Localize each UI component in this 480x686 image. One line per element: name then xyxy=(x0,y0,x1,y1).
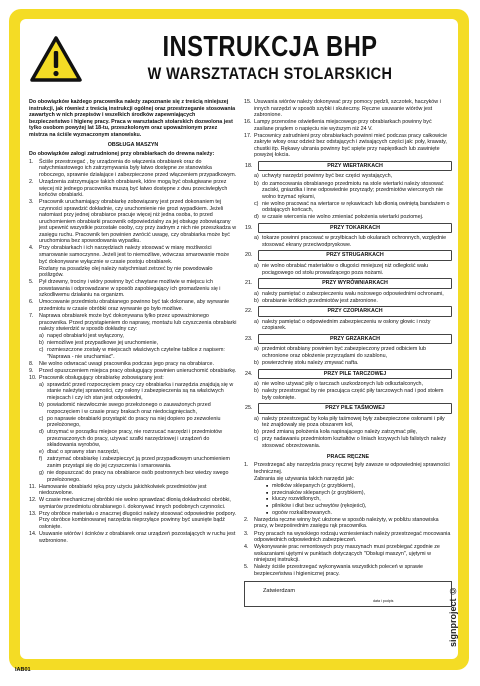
sub-item-text: nie wolno obrabiać materiałów o długości mniejszej niż odległość wału pociągowego od stołu prowadzącego poza nożami. xyxy=(262,262,429,276)
list-item-text: Pracownicy zatrudnieni przy obrabiarkach powinni mieć podczas pracy całkowicie zakryte włosy oraz odzież bez odstających i zwisających części jak: poły, krawaty, chustki itp. Rękawy ubrania powinny być spięte przy napięstkach lub zawinięte powyżej łokcia. xyxy=(254,132,448,159)
list-item-number: 2. xyxy=(244,516,249,523)
bullet-icon: ■ xyxy=(266,490,269,495)
sub-item-number: a) xyxy=(254,381,259,388)
section-box-wyrowniarki xyxy=(245,278,452,289)
list-item xyxy=(29,361,237,368)
list-item-number xyxy=(29,266,39,279)
list-item-number: 13. xyxy=(29,510,37,517)
section-number: 18. xyxy=(245,162,253,169)
sub-item-text: sprawdzić przed rozpoczęciem pracy czy obrabiarka i narzędzia znajdują się w stanie należytej sprawności, czy osłony i zabezpieczenia są na właściwych miejscach i czy ich stan jest odpowiedni, xyxy=(47,381,234,402)
list-item xyxy=(29,179,237,199)
list-item-text: Hamowanie obrabiarki ręką przy użyciu jakichkolwiek przedmiotów jest niedozwolone. xyxy=(39,483,207,497)
list-item xyxy=(29,245,237,265)
section-list-wiertarki xyxy=(244,173,452,220)
forbidden-tool xyxy=(266,496,452,503)
forbidden-tool-text: przecinaków sklepanych (z grzybkiem), xyxy=(272,489,365,496)
title-line-2: W WARSZTATACH STOLARSKICH xyxy=(147,64,393,83)
sub-item-text: należy przestrzegać by nie pracująca część piły tarczowych nad i pod stołem były osłonięte. xyxy=(262,388,444,401)
sub-item xyxy=(39,347,237,360)
sub-item-text: niemożliwe jest przypadkowe jej uruchomienie, xyxy=(47,340,159,347)
sub-item-number: c) xyxy=(39,415,44,422)
bullet-icon: ■ xyxy=(266,504,269,509)
list-item-text: Naprawa obrabiarek może być dokonywana tylko przez upoważnionego pracownika. Przed przystąpieniem do naprawy, montażu lub czyszczenia obrabiarki należy stwierdzić w sposób dokładny czy: xyxy=(39,312,237,333)
sign-frame xyxy=(9,9,469,673)
sub-item-number: b) xyxy=(254,297,259,304)
list-item-text: W czasie mechanicznej obróbki nie wolno sprawdzać dłonią dokładności obróbki, wymiarów przedmiotu obrabianego i. dokonywać innych podobnych czynności. xyxy=(39,497,231,510)
list-item-number: 11. xyxy=(29,483,37,490)
list-item xyxy=(244,133,452,159)
sub-item-text: nie wolno używać piły o tarczach uszkodzonych lub odkształconych, xyxy=(262,381,423,388)
item7-sublist xyxy=(29,333,237,360)
list-item-text: Usuwania wiórów należy dokonywać przy pomocy pędzli, szczotek, haczyków i innych narzędzi w sposób szybki i skuteczny. Ręczne usuwanie wiórów jest zabronione. xyxy=(254,99,441,119)
sub-item-number: a) xyxy=(254,290,259,297)
section-number: 23. xyxy=(245,335,253,342)
list-item-text: Przed opuszczeniem miejsca pracy obsługujący powinien unieruchomić obrabiarkę. xyxy=(39,367,237,374)
list-item xyxy=(244,99,452,119)
section-box-wiertarki xyxy=(245,161,452,172)
list-item-number: 14. xyxy=(29,530,37,537)
left-column xyxy=(29,99,237,545)
sub-item xyxy=(254,319,452,332)
list-item-number: 16. xyxy=(244,119,252,126)
brand-mark: signproject © xyxy=(448,585,458,647)
forbidden-tool-text: kluczy rozwidlonych, xyxy=(272,496,321,503)
sub-item xyxy=(254,201,452,214)
machine-sections xyxy=(244,161,452,450)
section-title: PRZY STRUGARKACH xyxy=(326,252,384,259)
sub-item-text: przedmiot obrabiany powinien być zabezpieczony przed odbiciem lub ochronione oraz obłożenie przyrządami do szablonu, xyxy=(262,346,426,359)
section-box-tokarki xyxy=(245,223,452,234)
sub-item xyxy=(254,235,452,248)
sub-item-text: napęd obrabiarki jest wyłączony, xyxy=(47,333,124,340)
forbidden-tool xyxy=(266,510,452,517)
sub-item-text: należy przestrzegać by koła piły taśmowej były zabezpieczone osłonami i piły też znajdowały się poza obszarem koł, xyxy=(262,415,445,429)
list-item-number: 15. xyxy=(244,99,252,105)
section-number: 19. xyxy=(245,224,253,231)
list-item-number: 6. xyxy=(29,299,34,306)
warning-triangle-icon xyxy=(29,35,83,83)
document-title xyxy=(92,31,448,85)
list-item-number: 4. xyxy=(29,245,34,252)
forbidden-tool xyxy=(266,503,452,510)
list-item-text: Narzędzia ręczne winny być ułożone w sposób należyty, w pobliżu stanowiska pracy, w bezpośrednim zasięgu rąk pracownika. xyxy=(254,516,439,530)
sub-item-number: c) xyxy=(39,347,44,354)
list-item-number: 10. xyxy=(29,374,37,381)
sub-item xyxy=(39,470,237,483)
sub-item-number: d) xyxy=(254,214,259,221)
sub-item-number: a) xyxy=(254,235,259,242)
sub-item-number: b) xyxy=(254,388,259,395)
list-item xyxy=(29,368,237,375)
machines-list-cont xyxy=(29,361,237,382)
forbidden-tool-text: młotków sklepanych (z grzybkiem), xyxy=(272,482,355,489)
sub-item xyxy=(254,388,452,401)
sub-item-number: d) xyxy=(39,429,44,436)
list-item xyxy=(244,476,452,483)
item10-sublist xyxy=(29,382,237,483)
list-item-text: Pracownik uruchamiający obrabiarkę zobowiązany jest przed dokonaniem tej czynności sprawdzić dokładnie, czy uruchomienie nie grozi wypadkiem. Jeżeli natomiast przy jednej obrabiarce pracuje więcej niż jedna osoba, to przed uruchomieniem obrabiarki pracownik odpowiedzialny za jej obsługę zobowiązany jest upewnić wszystkie pozostałe osoby, czy przy żadnym z nich nie przeszkadza w zasięgu ruchu. Pracownik ten powinien zwrócić uwagę, czy obrabiarka może być uruchomiona bez spowodowania wypadku. xyxy=(39,199,237,245)
machines-intro: Do obowiązków załogi zatrudnionej przy obrabiarkach do drewna należy: xyxy=(29,150,215,157)
title-line-1: INSTRUKCJA BHP xyxy=(162,31,378,63)
list-item-text: Przy obrabiarkach i ich narzędziach należy stosować w miarę możliwości smarowanie samoczynne. Jeżeli jest to niemożliwe, wówczas smarowanie może być dokonywane wyłącznie w czasie postoju obrabiarek. xyxy=(39,245,230,265)
section-box-tarczowa xyxy=(245,369,452,380)
list-item xyxy=(29,279,237,299)
approval-label: Zatwierdzam xyxy=(263,588,296,595)
sub-item-number: a) xyxy=(39,381,44,388)
sub-item-number: f) xyxy=(39,456,43,463)
sub-item-text: nie dopuszczać do pracy na obrabiarce osób postronnych bez wiedzy swego przełożonego. xyxy=(47,470,229,483)
sign-panel xyxy=(20,19,458,659)
list-item-text: Przy pracach na wysokiego rodzaju wzniesieniach należy przestrzegać mocowania odpowiednich odpowiednich zabezpieczeń. xyxy=(254,530,451,544)
section-title: PRZY TOKARKACH xyxy=(330,224,380,231)
list-item-text: Pył drzewny, trociny i wióry powinny być chwytane możliwie w miejscu ich powstawania i odprowadzane w sposób zapobiegający ich gromadzeniu się i szkodliwemu działaniu na organizm. xyxy=(39,279,221,299)
manual-list xyxy=(244,462,452,482)
section-number: 21. xyxy=(245,280,253,287)
sub-item-number: g) xyxy=(39,470,44,477)
list-item xyxy=(29,159,237,179)
sub-item-text: nie wolno pracować na wiertarce w rękawicach lub dłonią owiniętą bandażem o odstających końcach, xyxy=(262,200,450,214)
sub-item-number: a) xyxy=(254,262,259,269)
list-item xyxy=(29,497,237,510)
sub-item-text: powierzchnię stołu należy zmywać nafta. xyxy=(262,360,359,366)
sub-item-text: należy pamiętać o zabezpieczeniu wału nożowego odpowiednimi ochronami, xyxy=(262,290,444,297)
sub-item xyxy=(254,181,452,201)
forbidden-tools-list xyxy=(244,483,452,517)
sub-item xyxy=(39,456,237,469)
sub-item-number: a) xyxy=(254,173,259,180)
list-item-text: Umocowanie przedmiotu obrabianego powinno być tak dokonane, aby wyrwanie przedmiotu w czasie obróbki oraz wyrwanie go było możliwe. xyxy=(39,299,230,312)
sub-item-number: a) xyxy=(254,415,259,422)
sub-item-number: b) xyxy=(39,402,44,409)
list-item xyxy=(29,266,237,279)
right-column xyxy=(244,99,452,607)
list-item xyxy=(244,564,452,577)
sub-item-number: b) xyxy=(254,360,259,366)
section-title: PRZY WYRÓWNIARKACH xyxy=(322,280,388,287)
sub-item-text: w czasie wiercenia nie wolno zmieniać położenia wiertarki poziomej. xyxy=(262,214,424,221)
bullet-icon: ■ xyxy=(266,483,269,488)
machines-list xyxy=(29,159,237,333)
sub-item-text: dbać o sprawny stan narzędzi, xyxy=(47,449,120,456)
forbidden-tool-text: ogoów rozkalibrowanych. xyxy=(272,510,332,517)
list-item xyxy=(244,544,452,564)
sub-item xyxy=(254,298,452,305)
section-list-grzarki xyxy=(244,346,452,366)
manual-list-cont xyxy=(244,517,452,577)
list-item xyxy=(244,531,452,544)
sub-item-text: utrzymać w porządku miejsce pracy, nie rozrzucać narzędzi i przedmiotów przeznaczonych do pracy, używać szafki narzędziowej i urządzeń do składowania wyrobów, xyxy=(47,429,223,449)
section-heading-manual: PRACE RĘCZNE xyxy=(326,453,370,460)
section-list-tokarki xyxy=(244,235,452,248)
list-item-text: Rozlany na posadzkę olej należy natychmiast zetrzeć by nie powodowało poślizgów. xyxy=(39,265,213,279)
section-box-grzarki xyxy=(245,334,452,345)
sub-item xyxy=(254,263,452,276)
forbidden-tool-text: pilników i dłut bez uchwytów (rękojeści), xyxy=(272,503,367,510)
list-item-number: 4. xyxy=(244,544,249,551)
section-list-tarczowa xyxy=(244,381,452,401)
section-number: 25. xyxy=(245,405,253,412)
list-item-text: Urządzenia zatrzymujące takich obrabiarek, które mogą być obsługiwane przez więcej niż jednego pracownika muszą być łatwo dostępne z dwu przeciwległych końców obrabiarki. xyxy=(39,179,228,199)
sub-item-text: przed zmianą położenia koła napinającego należy zatrzymać piłę, xyxy=(262,429,418,436)
list-item-text: Zabrania się używania takich narzędzi jak: xyxy=(254,475,355,482)
sub-item xyxy=(39,429,237,449)
list-item xyxy=(29,299,237,312)
list-item-text: Należy ściśle przestrzegać wykonywania wszystkich poleceń w sprawie bezpieczeństwa i higienicznej pracy. xyxy=(254,564,423,577)
list-item xyxy=(29,484,237,497)
sub-item xyxy=(254,360,452,367)
section-list-tasmowa xyxy=(244,416,452,450)
list-item-text: Nie wolno odwracać uwagi pracownika podczas jego pracy na obrabiarce. xyxy=(39,360,214,367)
sub-item-text: rozmieszczone zostały w miejscach właściwych czytelne tablice z napisem: "Naprawa - nie uruchamiać". xyxy=(47,347,225,360)
sub-item xyxy=(254,291,452,298)
section-number: 20. xyxy=(245,252,253,259)
sub-item xyxy=(39,416,237,429)
list-item-text: Lampy przenośne oświetlenia miejscowego przy obrabiarkach powinny być zasilane prądem o napięciu nie wyższym niż 24 V. xyxy=(254,119,432,132)
sub-item-number: a) xyxy=(254,318,259,325)
sub-item xyxy=(254,416,452,429)
list-item-text: Przestrzegać aby narzędzia pracy ręcznej były zawsze w odpowiedniej sprawności technicznej. xyxy=(254,462,450,475)
sub-item-number: a) xyxy=(39,333,44,340)
sub-item-text: uchwyty narzędzi powinny być bez części wystających, xyxy=(262,173,393,180)
list-item-number: 1. xyxy=(29,158,34,165)
section-box-tasmowa xyxy=(245,403,452,414)
sub-item-number: a) xyxy=(254,346,259,353)
sub-item-number: b) xyxy=(254,429,259,436)
sub-item-text: zatrzymać obrabiarkę i zabezpieczyć ją przed przypadkowym uruchomieniem zanim przystąpi się do jej czyszczenia i smarowania. xyxy=(47,456,230,469)
sub-item-number: b) xyxy=(39,340,44,347)
list-item-number: 9. xyxy=(29,367,34,374)
product-code: IAB01 xyxy=(15,667,31,673)
machines-list-cont2 xyxy=(29,484,237,544)
list-item-text: Usuwanie wiórów i ścinków z obrabiarek oraz urządzeń pozostających w ruchu jest wzbronione. xyxy=(39,530,236,544)
sub-item xyxy=(254,436,452,449)
list-item xyxy=(244,462,452,475)
sub-item-number: b) xyxy=(254,180,259,187)
section-list-czopiarki xyxy=(244,319,452,332)
sub-item-text: powiadomić niezwłocznie swego przełożonego o zauważonych przed rozpoczęciem i w czasie pracy brakach oraz niedociągnięciach, xyxy=(47,402,211,415)
list-item xyxy=(29,375,237,382)
list-item-number: 3. xyxy=(244,530,249,537)
sub-item-number: e) xyxy=(39,449,44,456)
forbidden-tool xyxy=(266,483,452,490)
list-item xyxy=(244,517,452,530)
sub-item-text: po naprawie obrabiarki przystąpić do pracy na niej dopiero po zezwoleniu przełożonego, xyxy=(47,415,221,429)
sub-item-text: do zamocowania obrabianego przedmiotu na stole wiertarki należy stosować zaciski, gniazdka i inne odpowiednie przyrządy; przedmiotów wierconych nie wolno trzymać rękami, xyxy=(262,180,444,200)
section-heading-machines: OBSŁUGA MASZYN xyxy=(107,142,159,149)
sub-item xyxy=(254,214,452,221)
sub-item xyxy=(39,382,237,402)
list-item-number: 1. xyxy=(244,462,249,469)
sub-item xyxy=(39,333,237,340)
sub-item xyxy=(254,173,452,180)
list-item-number: 2. xyxy=(29,179,34,186)
list-item xyxy=(29,531,237,544)
section-title: PRZY WIERTARKACH xyxy=(327,162,383,169)
section-title: PRZY PILE TAŚMOWEJ xyxy=(325,405,385,412)
list-item-number: 8. xyxy=(29,360,34,367)
bullet-icon: ■ xyxy=(266,497,269,502)
section-box-czopiarki xyxy=(245,306,452,317)
sub-item xyxy=(39,340,237,347)
list-item-number: 7. xyxy=(29,312,34,319)
intro-paragraph: Do obowiązków każdego pracownika należy zapoznanie się z treścią niniejszej instrukcji, jak również z treścią instrukcji ogólnej oraz przestrzeganie stosowania zawartych w nich przepisów i wszelkich środków zapewniających bezpieczeństwo i higienę pracy. Praca w warsztatach stolarskich dozwolona jest tylko osobom powyżej lat 18-tu, przeszkolonym oraz upoważnionym przez mistrza na ściśle wyznaczonym stanowisku. xyxy=(29,99,236,138)
section-list-strugarki xyxy=(244,263,452,276)
sub-item-text: tokarze powinni pracować w przyłbicach lub okularach ochronnych, względnie stosować ekrany przeciwodpryskowe. xyxy=(262,235,447,248)
list-item-text: Ściśle przestrzegać , by urządzenia do włączenia obrabiarek oraz do natychmiastowego ich zatrzymywania były łatwo dostępne ze stanowiska roboczego, sprawnie działające i zabezpieczone przed włączeniem przypadkowym. xyxy=(39,158,237,178)
sub-item xyxy=(254,429,452,436)
list-item-number: 5. xyxy=(29,279,34,286)
sub-item xyxy=(39,449,237,456)
list-item xyxy=(29,511,237,531)
list-item-number: 17. xyxy=(244,132,252,139)
section-title: PRZY PILE TARCZOWEJ xyxy=(323,370,387,377)
list-item xyxy=(244,119,452,132)
approval-box[interactable] xyxy=(244,581,452,607)
list-item-number: 3. xyxy=(29,199,34,206)
sub-item xyxy=(254,346,452,359)
sub-item-text: przy nadawaniu przedmiotom kształtów o liniach krzywych lub falistych należy stosować obrzeżowania. xyxy=(262,436,447,449)
section-list-wyrowniarki xyxy=(244,291,452,305)
machines-list-right xyxy=(244,99,452,159)
section-number: 22. xyxy=(245,308,253,315)
list-item-text: Wykonywanie prac remontowych przy maszynach musi przebiegać zgodnie ze wskazaniami ujętymi w punktach dotyczących "Obsługi maszyn", ujętymi w niniejszej instrukcji. xyxy=(254,544,440,564)
section-title: PRZY CZOPIARKACH xyxy=(327,308,383,315)
sub-item xyxy=(254,381,452,388)
sub-item xyxy=(39,402,237,415)
approval-sublabel: data i podpis xyxy=(373,598,394,603)
sub-item-number: c) xyxy=(254,200,259,207)
list-item-text: Pracownik obsługujący obrabiarkę zobowiązany jest: xyxy=(39,374,164,381)
forbidden-tool xyxy=(266,490,452,497)
section-box-strugarki xyxy=(245,250,452,261)
list-item-number: 12. xyxy=(29,497,37,504)
list-item-text: Przy obróbce materiału o znacznej długości należy stosować odpowiednie podpory. Przy obróbce kombinowanej narzędzia nieprzyłące powinny być usunięte bądź osłonięte. xyxy=(39,510,237,530)
list-item-number xyxy=(244,476,254,483)
bullet-icon: ■ xyxy=(266,511,269,516)
section-title: PRZY GRZARKACH xyxy=(329,335,381,342)
sub-item-text: należy pamiętać o odpowiednim zabezpieczeniu w osłony głowic i noży czopiarek. xyxy=(262,318,431,332)
list-item-number: 5. xyxy=(244,564,249,571)
section-number: 24. xyxy=(245,370,253,377)
sub-item-text: obrabianie krótkich przedmiotów jest zabronione. xyxy=(262,297,378,304)
sub-item-number: c) xyxy=(254,436,259,443)
list-item xyxy=(29,199,237,245)
list-item xyxy=(29,313,237,333)
